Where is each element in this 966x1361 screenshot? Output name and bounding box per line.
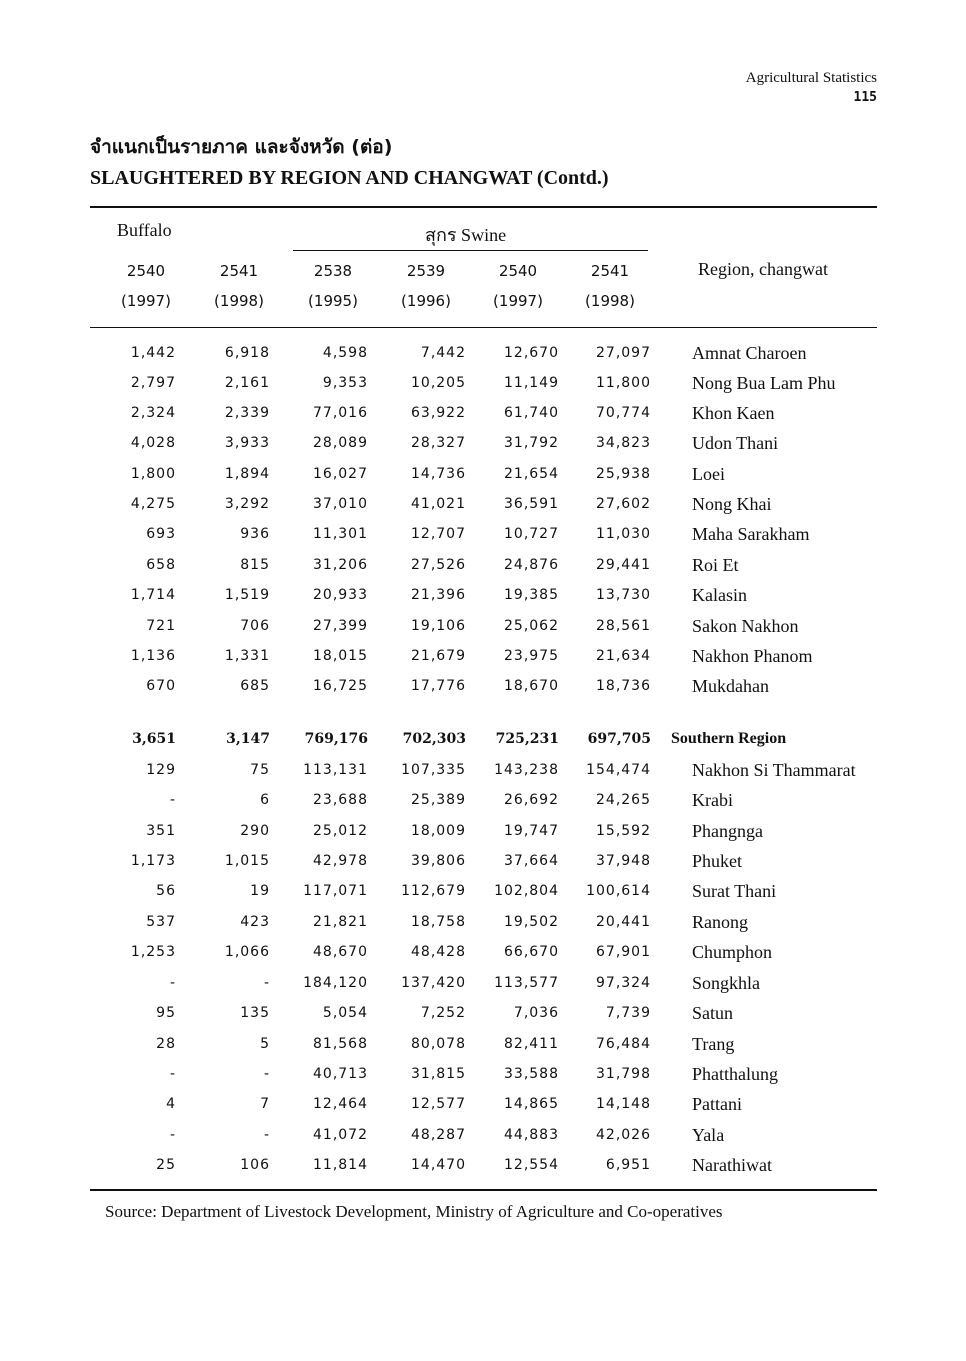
header-bottom-rule [90,327,877,328]
column-header: 2539 (1996) [401,262,451,310]
table-cell: 1,519 [224,587,270,603]
table-cell: 77,016 [313,405,368,421]
table-cell: 25 [156,1157,176,1173]
table-cell: 7,739 [605,1005,651,1021]
table-cell: 21,679 [411,648,466,664]
table-cell: 37,010 [313,496,368,512]
changwat-name: Udon Thani [692,433,779,453]
table-cell: 18,758 [411,914,466,930]
table-cell: 1,015 [224,853,270,869]
table-cell: 12,554 [504,1157,559,1173]
table-cell: 12,670 [504,345,559,361]
table-cell: 19,385 [504,587,559,603]
table-cell: 154,474 [586,762,651,778]
table-cell: 936 [240,526,270,542]
changwat-name: Pattani [692,1094,742,1114]
table-row [0,1120,966,1150]
table-cell: 18,736 [596,678,651,694]
table-cell: 25,938 [596,466,651,482]
table-row [0,368,966,398]
table-cell: 102,804 [494,883,559,899]
table-cell: 100,614 [586,883,651,899]
table-cell: 42,978 [313,853,368,869]
table-cell: 769,176 [304,731,368,747]
table-cell: 137,420 [401,975,466,991]
changwat-name: Loei [692,464,725,484]
table-cell: 21,396 [411,587,466,603]
table-row [0,428,966,458]
table-cell: 44,883 [504,1127,559,1143]
table-cell: 70,774 [596,405,651,421]
table-cell: 27,399 [313,618,368,634]
table-cell: 4 [166,1096,176,1112]
changwat-name: Mukdahan [692,676,769,696]
table-row [0,519,966,549]
changwat-name: Nong Bua Lam Phu [692,373,836,393]
table-cell: 2,161 [224,375,270,391]
table-row [0,907,966,937]
table-cell: - [169,1127,176,1143]
table-cell: 112,679 [401,883,466,899]
table-cell: 63,922 [411,405,466,421]
table-cell: 31,792 [504,435,559,451]
table-cell: 1,066 [224,944,270,960]
table-title: SLAUGHTERED BY REGION AND CHANGWAT (Contd.) [90,167,609,189]
column-header: 2540 (1997) [493,262,543,310]
table-cell: 28,327 [411,435,466,451]
table-cell: 1,173 [130,853,176,869]
table-cell: 2,324 [130,405,176,421]
table-row [0,785,966,815]
table-cell: 7,036 [513,1005,559,1021]
table-cell: 21,654 [504,466,559,482]
column-header: 2540 (1997) [121,262,171,310]
table-cell: 31,206 [313,557,368,573]
table-cell: 25,012 [313,823,368,839]
table-row [0,1089,966,1119]
table-cell: 184,120 [303,975,368,991]
table-cell: - [263,1066,270,1082]
table-cell: 16,725 [313,678,368,694]
table-cell: 3,933 [224,435,270,451]
table-cell: 66,670 [504,944,559,960]
table-cell: 34,823 [596,435,651,451]
table-cell: 27,602 [596,496,651,512]
table-cell: 27,526 [411,557,466,573]
table-cell: 76,484 [596,1036,651,1052]
table-cell: - [263,975,270,991]
table-cell: 21,634 [596,648,651,664]
table-cell: 1,331 [224,648,270,664]
table-cell: 14,865 [504,1096,559,1112]
table-cell: 685 [240,678,270,694]
table-cell: 2,339 [224,405,270,421]
table-row [0,846,966,876]
changwat-name: Kalasin [692,585,747,605]
table-cell: 1,714 [130,587,176,603]
table-cell: 3,147 [226,731,270,747]
table-cell: 37,948 [596,853,651,869]
changwat-name: Amnat Charoen [692,343,807,363]
changwat-name: Chumphon [692,942,773,962]
table-cell: 20,441 [596,914,651,930]
table-cell: 1,136 [130,648,176,664]
table-cell: 697,705 [587,731,651,747]
table-title-thai: จำแนกเป็นรายภาค และจังหวัด (ต่อ) [90,136,393,158]
table-cell: 7,252 [420,1005,466,1021]
table-cell: 28,089 [313,435,368,451]
table-cell: 6,918 [224,345,270,361]
table-cell: 4,028 [130,435,176,451]
table-cell: 12,464 [313,1096,368,1112]
table-cell: 25,062 [504,618,559,634]
table-cell: 9,353 [322,375,368,391]
table-cell: 28,561 [596,618,651,634]
page-number: 115 [853,90,877,105]
table-cell: 725,231 [495,731,559,747]
table-cell: 10,727 [504,526,559,542]
table-cell: 113,577 [494,975,559,991]
table-cell: 1,894 [224,466,270,482]
table-cell: 6,951 [605,1157,651,1173]
table-cell: 107,335 [401,762,466,778]
column-header: 2541 (1998) [585,262,635,310]
table-cell: 19,747 [504,823,559,839]
changwat-name: Songkhla [692,973,761,993]
changwat-name: Krabi [692,790,733,810]
table-row [0,876,966,906]
table-cell: 2,797 [130,375,176,391]
table-cell: 351 [146,823,176,839]
table-row [0,611,966,641]
table-cell: 11,301 [313,526,368,542]
table-cell: 67,901 [596,944,651,960]
table-cell: 12,707 [411,526,466,542]
changwat-name: Nong Khai [692,494,772,514]
publication-title: Agricultural Statistics [745,70,877,86]
table-top-rule [90,206,877,208]
changwat-name: Phuket [692,851,743,871]
table-cell: 81,568 [313,1036,368,1052]
table-row [0,459,966,489]
changwat-name: Maha Sarakham [692,524,810,544]
table-cell: 14,470 [411,1157,466,1173]
table-cell: 11,149 [504,375,559,391]
table-row [0,1029,966,1059]
changwat-name: Surat Thani [692,881,777,901]
table-cell: 18,015 [313,648,368,664]
table-cell: 4,275 [130,496,176,512]
running-head [746,68,877,108]
table-cell: 13,730 [596,587,651,603]
table-cell: 5 [260,1036,270,1052]
table-cell: 129 [146,762,176,778]
table-cell: 423 [240,914,270,930]
changwat-name: Sakon Nakhon [692,616,799,636]
table-cell: - [169,792,176,808]
table-cell: 12,577 [411,1096,466,1112]
changwat-name: Yala [692,1125,725,1145]
table-cell: 61,740 [504,405,559,421]
table-cell: 39,806 [411,853,466,869]
table-cell: 48,428 [411,944,466,960]
table-bottom-rule [90,1189,877,1191]
table-cell: 815 [240,557,270,573]
table-row [0,816,966,846]
table-cell: 80,078 [411,1036,466,1052]
table-cell: 97,324 [596,975,651,991]
table-cell: 7 [260,1096,270,1112]
table-cell: 19,502 [504,914,559,930]
table-row [0,755,966,785]
table-cell: 1,442 [130,345,176,361]
table-row [0,338,966,368]
changwat-name: Phatthalung [692,1064,778,1084]
table-cell: 19,106 [411,618,466,634]
table-cell: 4,598 [322,345,368,361]
changwat-name: Nakhon Phanom [692,646,813,666]
table-cell: 75 [250,762,270,778]
table-cell: 19 [250,883,270,899]
table-cell: 3,292 [224,496,270,512]
table-cell: 24,265 [596,792,651,808]
table-cell: 135 [240,1005,270,1021]
table-row [0,580,966,610]
table-cell: 17,776 [411,678,466,694]
table-row [0,489,966,519]
changwat-name: Ranong [692,912,748,932]
table-cell: 33,588 [504,1066,559,1082]
table-cell: 42,026 [596,1127,651,1143]
changwat-name: Narathiwat [692,1155,772,1175]
table-cell: 15,592 [596,823,651,839]
column-header: 2538 (1995) [308,262,358,310]
table-cell: 36,591 [504,496,559,512]
table-cell: 56 [156,883,176,899]
changwat-name: Phangnga [692,821,763,841]
table-cell: 1,253 [130,944,176,960]
table-cell: 113,131 [303,762,368,778]
table-cell: 3,651 [132,731,176,747]
table-cell: 693 [146,526,176,542]
table-cell: 28 [156,1036,176,1052]
table-cell: 6 [260,792,270,808]
table-cell: 290 [240,823,270,839]
table-cell: 11,030 [596,526,651,542]
table-cell: 27,097 [596,345,651,361]
table-row [0,550,966,580]
table-cell: 20,933 [313,587,368,603]
table-cell: 14,736 [411,466,466,482]
table-row [0,1059,966,1089]
table-cell: 7,442 [420,345,466,361]
table-cell: 31,798 [596,1066,651,1082]
table-cell: 48,670 [313,944,368,960]
table-cell: 48,287 [411,1127,466,1143]
table-row [0,937,966,967]
table-row [0,998,966,1028]
swine-span-rule [293,250,648,251]
table-cell: 40,713 [313,1066,368,1082]
table-cell: 23,975 [504,648,559,664]
table-cell: 16,027 [313,466,368,482]
table-cell: - [169,975,176,991]
table-cell: 658 [146,557,176,573]
table-cell: 29,441 [596,557,651,573]
region-total-row [0,724,966,754]
changwat-name: Trang [692,1034,735,1054]
table-cell: 537 [146,914,176,930]
changwat-name: Khon Kaen [692,403,775,423]
table-cell: 21,821 [313,914,368,930]
table-cell: 670 [146,678,176,694]
table-cell: 18,009 [411,823,466,839]
table-cell: 1,800 [130,466,176,482]
column-header: 2541 (1998) [214,262,264,310]
group-header-buffalo: Buffalo [117,220,172,240]
table-cell: 24,876 [504,557,559,573]
table-cell: 11,814 [313,1157,368,1173]
table-cell: 14,148 [596,1096,651,1112]
changwat-name: Satun [692,1003,734,1023]
region-column-header: Region, changwat [698,259,828,279]
changwat-name: Nakhon Si Thammarat [692,760,856,780]
table-cell: 5,054 [322,1005,368,1021]
table-row [0,1150,966,1180]
table-cell: 41,021 [411,496,466,512]
table-cell: 31,815 [411,1066,466,1082]
table-cell: 10,205 [411,375,466,391]
table-cell: 11,800 [596,375,651,391]
table-row [0,968,966,998]
group-header-swine: สุกร Swine [425,225,507,245]
source-note: Source: Department of Livestock Development, Ministry of Agriculture and Co-operatives [105,1202,723,1221]
table-cell: 702,303 [402,731,466,747]
table-cell: 106 [240,1157,270,1173]
table-cell: 37,664 [504,853,559,869]
table-cell: 721 [146,618,176,634]
table-cell: 41,072 [313,1127,368,1143]
table-row [0,398,966,428]
table-cell: 706 [240,618,270,634]
region-name: Southern Region [671,730,787,747]
table-cell: 117,071 [303,883,368,899]
changwat-name: Roi Et [692,555,739,575]
table-cell: 26,692 [504,792,559,808]
table-row [0,671,966,701]
table-row [0,641,966,671]
table-cell: - [263,1127,270,1143]
table-cell: - [169,1066,176,1082]
table-cell: 18,670 [504,678,559,694]
table-cell: 95 [156,1005,176,1021]
table-cell: 25,389 [411,792,466,808]
table-cell: 23,688 [313,792,368,808]
table-cell: 143,238 [494,762,559,778]
table-cell: 82,411 [504,1036,559,1052]
